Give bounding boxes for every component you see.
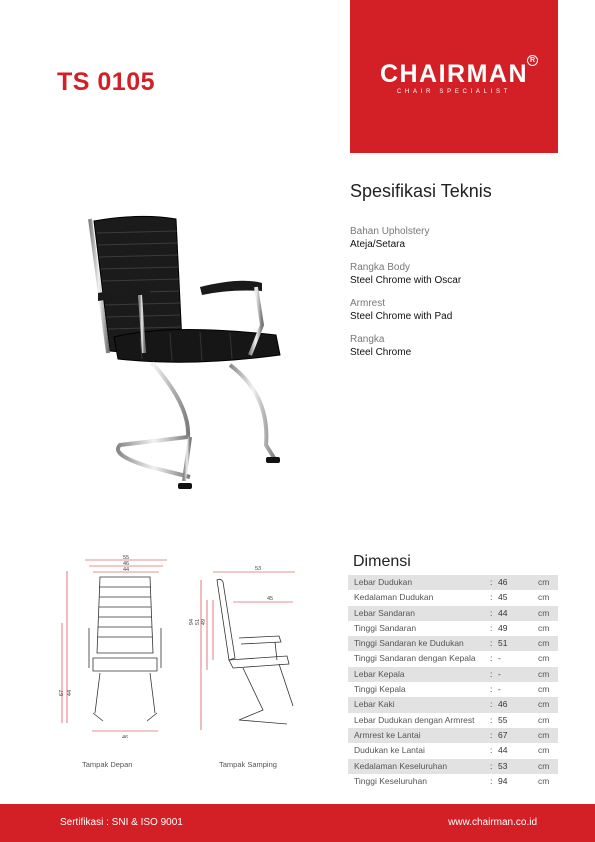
dim-label: 44: [122, 567, 130, 573]
table-row: [348, 636, 558, 651]
table-row: [348, 743, 558, 758]
row-value: 94: [498, 775, 508, 786]
row-value: 51: [498, 638, 508, 649]
table-row: [348, 728, 558, 743]
row-name: Tinggi Sandaran dengan Kepala: [354, 653, 476, 664]
row-unit: cm: [538, 607, 550, 618]
dim-label: 53: [254, 566, 262, 572]
dim-label: 45: [266, 596, 274, 602]
row-value: -: [498, 653, 501, 664]
row-colon: :: [490, 668, 493, 679]
dim-label: 46: [122, 561, 130, 567]
chair-photo: [80, 205, 315, 505]
front-view-caption: Tampak Depan: [82, 760, 133, 769]
row-unit: cm: [538, 699, 550, 710]
row-unit: cm: [538, 714, 550, 725]
row-unit: cm: [538, 653, 550, 664]
row-name: Dudukan ke Lantai: [354, 745, 425, 756]
row-colon: :: [490, 592, 493, 603]
row-colon: :: [490, 714, 493, 725]
row-colon: :: [490, 607, 493, 618]
row-name: Armrest ke Lantai: [354, 729, 421, 740]
brand-logo: [350, 0, 558, 153]
row-name: Kedalaman Keseluruhan: [354, 760, 448, 771]
row-name: Kedalaman Dudukan: [354, 592, 434, 603]
row-value: 45: [498, 592, 508, 603]
row-colon: :: [490, 745, 493, 756]
table-row: [348, 774, 558, 789]
table-row: [348, 651, 558, 666]
row-colon: :: [490, 622, 493, 633]
table-row: [348, 606, 558, 621]
row-unit: cm: [538, 775, 550, 786]
dim-label: 44: [67, 689, 73, 697]
row-colon: :: [490, 760, 493, 771]
spec-label: Rangka: [350, 334, 385, 345]
row-name: Lebar Dudukan dengan Armrest: [354, 714, 475, 725]
table-row: [348, 713, 558, 728]
row-name: Lebar Kepala: [354, 668, 405, 679]
spec-label: Armrest: [350, 298, 385, 309]
row-unit: cm: [538, 760, 550, 771]
dim-label: 55: [122, 555, 130, 561]
spec-label: Bahan Upholstery: [350, 226, 430, 237]
row-value: 46: [498, 577, 508, 587]
row-name: Tinggi Keseluruhan: [354, 775, 427, 786]
row-unit: cm: [538, 577, 550, 587]
row-value: 44: [498, 745, 508, 756]
registered-mark: R: [527, 55, 538, 66]
spec-body-frame: [350, 261, 461, 287]
row-unit: cm: [538, 622, 550, 633]
row-value: -: [498, 668, 501, 679]
certification-text: Sertifikasi : SNI & ISO 9001: [60, 817, 183, 828]
row-unit: cm: [538, 638, 550, 649]
row-unit: cm: [538, 592, 550, 603]
row-value: 55: [498, 714, 508, 725]
row-value: 53: [498, 760, 508, 771]
side-view-diagram: [183, 560, 303, 740]
spec-label: Rangka Body: [350, 262, 411, 273]
brand-name: CHAIRMAN: [379, 60, 529, 88]
table-row: [348, 621, 558, 636]
row-colon: :: [490, 729, 493, 740]
row-colon: :: [490, 699, 493, 710]
dim-label: 49: [201, 618, 207, 626]
row-unit: cm: [538, 729, 550, 740]
dimension-title: Dimensi: [353, 553, 411, 570]
table-row: [348, 682, 558, 697]
front-view-diagram: [55, 553, 175, 738]
row-value: 49: [498, 622, 508, 633]
spec-value: Steel Chrome with Oscar: [350, 275, 462, 286]
dim-label: 94: [189, 618, 195, 626]
spec-value: Steel Chrome: [350, 347, 412, 358]
row-unit: cm: [538, 745, 550, 756]
table-row: [348, 697, 558, 712]
row-colon: :: [490, 684, 493, 695]
table-row: [348, 667, 558, 682]
table-row: [348, 575, 558, 590]
row-unit: cm: [538, 684, 550, 695]
dim-label: 67: [59, 689, 65, 697]
spec-upholstery: [350, 225, 430, 251]
dim-label: 46: [121, 735, 129, 738]
row-name: Lebar Kaki: [354, 699, 395, 710]
website-link[interactable]: www.chairman.co.id: [448, 817, 537, 828]
row-value: -: [498, 684, 501, 695]
row-colon: :: [490, 638, 493, 649]
row-name: Tinggi Sandaran ke Dudukan: [354, 638, 464, 649]
spec-title: Spesifikasi Teknis: [350, 181, 492, 201]
row-colon: :: [490, 775, 493, 786]
model-code: TS 0105: [57, 68, 156, 96]
dimension-table: [348, 575, 558, 789]
table-row: [348, 759, 558, 774]
table-row: [348, 590, 558, 605]
dim-label: 51: [195, 618, 201, 626]
row-value: 67: [498, 729, 508, 740]
row-value: 46: [498, 699, 508, 710]
row-colon: :: [490, 577, 493, 587]
spec-value: Steel Chrome with Pad: [350, 311, 453, 322]
row-colon: :: [490, 653, 493, 664]
row-name: Lebar Dudukan: [354, 577, 413, 587]
row-name: Lebar Sandaran: [354, 607, 415, 618]
row-name: Tinggi Sandaran: [354, 622, 417, 633]
row-name: Tinggi Kepala: [354, 684, 406, 695]
brand-tagline: CHAIR SPECIALIST: [396, 89, 512, 95]
footer-bar: [0, 804, 595, 842]
side-view-caption: Tampak Samping: [219, 760, 277, 769]
spec-value: Ateja/Setara: [350, 239, 406, 250]
spec-frame: [350, 333, 411, 359]
row-unit: cm: [538, 668, 550, 679]
spec-armrest: [350, 297, 452, 323]
row-value: 44: [498, 607, 508, 618]
